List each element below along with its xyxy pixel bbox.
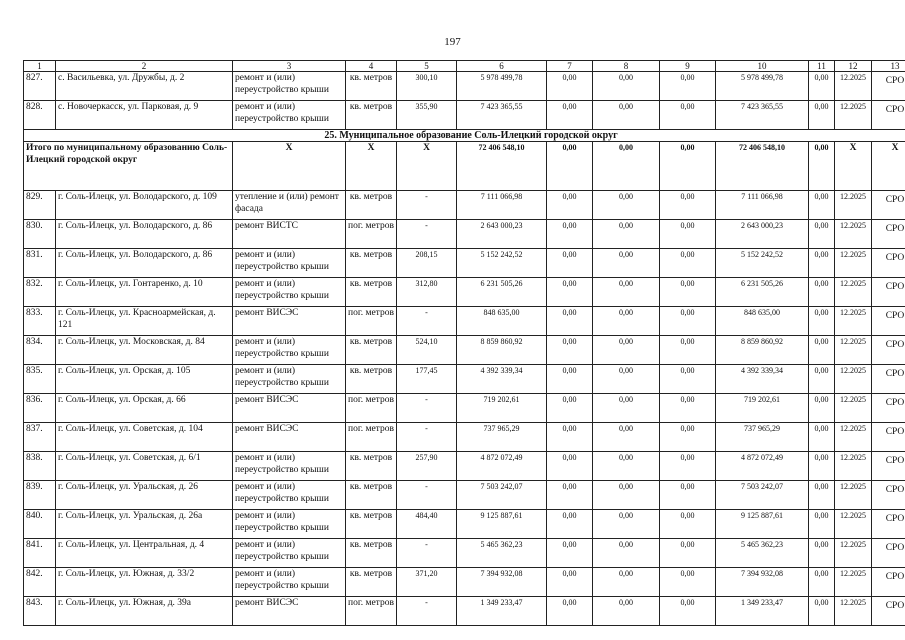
unit-cell: кв. метров — [346, 539, 397, 568]
table-row — [24, 101, 905, 130]
column-number-4: 4 — [346, 61, 397, 72]
total-cell-c10: 72 406 548,10 — [716, 142, 809, 191]
contractor-cell: СРО — [872, 336, 905, 365]
table-row — [24, 394, 905, 423]
cost-total-cell: 7 111 066,98 — [457, 191, 547, 220]
regional-budget-cell: 0,00 — [593, 423, 660, 452]
table-row — [24, 452, 905, 481]
cost-total-cell: 719 202,61 — [457, 394, 547, 423]
area-cell: 312,80 — [397, 278, 457, 307]
regional-budget-cell: 0,00 — [593, 278, 660, 307]
fund-cell: 0,00 — [547, 278, 593, 307]
regional-budget-cell: 0,00 — [593, 220, 660, 249]
work-type-cell: ремонт и (или) переустройство крыши — [233, 568, 346, 597]
other-cell: 0,00 — [809, 481, 835, 510]
address-cell: г. Соль-Илецк, ул. Московская, д. 84 — [56, 336, 233, 365]
column-number-12: 12 — [835, 61, 872, 72]
local-budget-cell: 0,00 — [660, 278, 716, 307]
deadline-cell: 12.2025 — [835, 278, 872, 307]
section-heading-row — [24, 130, 905, 142]
work-type-cell: ремонт и (или) переустройство крыши — [233, 72, 346, 101]
deadline-cell: 12.2025 — [835, 101, 872, 130]
table-row — [24, 568, 905, 597]
other-cell: 0,00 — [809, 72, 835, 101]
table-row — [24, 365, 905, 394]
fund-cell: 0,00 — [547, 539, 593, 568]
section-title: 25. Муниципальное образование Соль-Илецкий городской округ — [24, 130, 905, 142]
work-type-cell: ремонт и (или) переустройство крыши — [233, 249, 346, 278]
unit-cell: кв. метров — [346, 249, 397, 278]
work-type-cell: ремонт ВИСЭС — [233, 394, 346, 423]
deadline-cell: 12.2025 — [835, 597, 872, 626]
regional-budget-cell: 0,00 — [593, 568, 660, 597]
row-number: 827. — [24, 72, 56, 101]
other-cell: 0,00 — [809, 336, 835, 365]
deadline-cell: 12.2025 — [835, 365, 872, 394]
local-budget-cell: 0,00 — [660, 249, 716, 278]
total-cell-c4: Х — [346, 142, 397, 191]
owners-funds-cell: 5 978 499,78 — [716, 72, 809, 101]
deadline-cell: 12.2025 — [835, 481, 872, 510]
deadline-cell: 12.2025 — [835, 336, 872, 365]
table-row — [24, 249, 905, 278]
fund-cell: 0,00 — [547, 510, 593, 539]
work-type-cell: ремонт и (или) переустройство крыши — [233, 101, 346, 130]
deadline-cell: 12.2025 — [835, 539, 872, 568]
table-row — [24, 336, 905, 365]
table-row — [24, 278, 905, 307]
other-cell: 0,00 — [809, 249, 835, 278]
deadline-cell: 12.2025 — [835, 568, 872, 597]
owners-funds-cell: 719 202,61 — [716, 394, 809, 423]
row-number: 830. — [24, 220, 56, 249]
work-type-cell: ремонт и (или) переустройство крыши — [233, 336, 346, 365]
contractor-cell: СРО — [872, 568, 905, 597]
contractor-cell: СРО — [872, 394, 905, 423]
work-type-cell: ремонт и (или) переустройство крыши — [233, 510, 346, 539]
deadline-cell: 12.2025 — [835, 510, 872, 539]
regional-budget-cell: 0,00 — [593, 365, 660, 394]
other-cell: 0,00 — [809, 452, 835, 481]
column-number-2: 2 — [56, 61, 233, 72]
cost-total-cell: 8 859 860,92 — [457, 336, 547, 365]
total-cell-c8: 0,00 — [593, 142, 660, 191]
table-row — [24, 191, 905, 220]
deadline-cell: 12.2025 — [835, 220, 872, 249]
cost-total-cell: 5 978 499,78 — [457, 72, 547, 101]
address-cell: с. Васильевка, ул. Дружбы, д. 2 — [56, 72, 233, 101]
unit-cell: кв. метров — [346, 336, 397, 365]
work-type-cell: ремонт ВИСТС — [233, 220, 346, 249]
table-row — [24, 597, 905, 626]
area-cell: - — [397, 597, 457, 626]
local-budget-cell: 0,00 — [660, 510, 716, 539]
unit-cell: пог. метров — [346, 423, 397, 452]
area-cell: 300,10 — [397, 72, 457, 101]
contractor-cell: СРО — [872, 365, 905, 394]
other-cell: 0,00 — [809, 101, 835, 130]
area-cell: 355,90 — [397, 101, 457, 130]
unit-cell: кв. метров — [346, 101, 397, 130]
total-cell-c13: Х — [872, 142, 905, 191]
regional-budget-cell: 0,00 — [593, 394, 660, 423]
fund-cell: 0,00 — [547, 101, 593, 130]
address-cell: г. Соль-Илецк, ул. Володарского, д. 109 — [56, 191, 233, 220]
unit-cell: кв. метров — [346, 568, 397, 597]
work-type-cell: ремонт и (или) переустройство крыши — [233, 539, 346, 568]
other-cell: 0,00 — [809, 568, 835, 597]
owners-funds-cell: 7 503 242,07 — [716, 481, 809, 510]
contractor-cell: СРО — [872, 510, 905, 539]
column-number-3: 3 — [233, 61, 346, 72]
area-cell: - — [397, 394, 457, 423]
row-number: 829. — [24, 191, 56, 220]
address-cell: г. Соль-Илецк, ул. Володарского, д. 86 — [56, 249, 233, 278]
other-cell: 0,00 — [809, 394, 835, 423]
fund-cell: 0,00 — [547, 249, 593, 278]
total-label: Итого по муниципальному образованию Соль-Илецкий городской округ — [24, 142, 233, 191]
owners-funds-cell: 9 125 887,61 — [716, 510, 809, 539]
column-number-1: 1 — [24, 61, 56, 72]
area-cell: 208,15 — [397, 249, 457, 278]
address-cell: г. Соль-Илецк, ул. Уральская, д. 26 — [56, 481, 233, 510]
area-cell: - — [397, 539, 457, 568]
work-type-cell: ремонт и (или) переустройство крыши — [233, 278, 346, 307]
deadline-cell: 12.2025 — [835, 452, 872, 481]
table-row — [24, 307, 905, 336]
column-number-11: 11 — [809, 61, 835, 72]
fund-cell: 0,00 — [547, 365, 593, 394]
owners-funds-cell: 5 152 242,52 — [716, 249, 809, 278]
owners-funds-cell: 8 859 860,92 — [716, 336, 809, 365]
regional-budget-cell: 0,00 — [593, 452, 660, 481]
deadline-cell: 12.2025 — [835, 72, 872, 101]
regional-budget-cell: 0,00 — [593, 101, 660, 130]
area-cell: 371,20 — [397, 568, 457, 597]
area-cell: 484,40 — [397, 510, 457, 539]
unit-cell: пог. метров — [346, 597, 397, 626]
unit-cell: пог. метров — [346, 307, 397, 336]
unit-cell: кв. метров — [346, 278, 397, 307]
address-cell: г. Соль-Илецк, ул. Володарского, д. 86 — [56, 220, 233, 249]
table-row — [24, 510, 905, 539]
contractor-cell: СРО — [872, 481, 905, 510]
address-cell: г. Соль-Илецк, ул. Уральская, д. 26а — [56, 510, 233, 539]
row-number: 832. — [24, 278, 56, 307]
address-cell: с. Новочеркасск, ул. Парковая, д. 9 — [56, 101, 233, 130]
local-budget-cell: 0,00 — [660, 191, 716, 220]
unit-cell: пог. метров — [346, 394, 397, 423]
cost-total-cell: 6 231 505,26 — [457, 278, 547, 307]
row-number: 828. — [24, 101, 56, 130]
area-cell: - — [397, 481, 457, 510]
owners-funds-cell: 4 392 339,34 — [716, 365, 809, 394]
owners-funds-cell: 7 423 365,55 — [716, 101, 809, 130]
cost-total-cell: 848 635,00 — [457, 307, 547, 336]
owners-funds-cell: 7 394 932,08 — [716, 568, 809, 597]
unit-cell: кв. метров — [346, 452, 397, 481]
local-budget-cell: 0,00 — [660, 597, 716, 626]
other-cell: 0,00 — [809, 278, 835, 307]
regional-budget-cell: 0,00 — [593, 72, 660, 101]
address-cell: г. Соль-Илецк, ул. Гонтаренко, д. 10 — [56, 278, 233, 307]
column-number-row — [24, 61, 905, 72]
contractor-cell: СРО — [872, 220, 905, 249]
deadline-cell: 12.2025 — [835, 394, 872, 423]
address-cell: г. Соль-Илецк, ул. Орская, д. 66 — [56, 394, 233, 423]
work-type-cell: ремонт ВИСЭС — [233, 423, 346, 452]
contractor-cell: СРО — [872, 307, 905, 336]
total-cell-c11: 0,00 — [809, 142, 835, 191]
address-cell: г. Соль-Илецк, ул. Орская, д. 105 — [56, 365, 233, 394]
area-cell: 177,45 — [397, 365, 457, 394]
total-cell-c7: 0,00 — [547, 142, 593, 191]
area-cell: - — [397, 191, 457, 220]
unit-cell: кв. метров — [346, 365, 397, 394]
fund-cell: 0,00 — [547, 307, 593, 336]
other-cell: 0,00 — [809, 510, 835, 539]
address-cell: г. Соль-Илецк, ул. Советская, д. 6/1 — [56, 452, 233, 481]
column-number-10: 10 — [716, 61, 809, 72]
owners-funds-cell: 2 643 000,23 — [716, 220, 809, 249]
total-cell-c3: Х — [233, 142, 346, 191]
work-type-cell: утепление и (или) ремонт фасада — [233, 191, 346, 220]
cost-total-cell: 7 394 932,08 — [457, 568, 547, 597]
local-budget-cell: 0,00 — [660, 481, 716, 510]
contractor-cell: СРО — [872, 597, 905, 626]
regional-budget-cell: 0,00 — [593, 336, 660, 365]
contractor-cell: СРО — [872, 249, 905, 278]
fund-cell: 0,00 — [547, 72, 593, 101]
address-cell: г. Соль-Илецк, ул. Красноармейская, д. 121 — [56, 307, 233, 336]
regional-budget-cell: 0,00 — [593, 307, 660, 336]
cost-total-cell: 5 152 242,52 — [457, 249, 547, 278]
work-type-cell: ремонт ВИСЭС — [233, 597, 346, 626]
other-cell: 0,00 — [809, 423, 835, 452]
section-total-row — [24, 142, 905, 191]
deadline-cell: 12.2025 — [835, 191, 872, 220]
other-cell: 0,00 — [809, 365, 835, 394]
table-row — [24, 423, 905, 452]
cost-total-cell: 4 392 339,34 — [457, 365, 547, 394]
column-number-6: 6 — [457, 61, 547, 72]
fund-cell: 0,00 — [547, 597, 593, 626]
fund-cell: 0,00 — [547, 220, 593, 249]
cost-total-cell: 5 465 362,23 — [457, 539, 547, 568]
cost-total-cell: 9 125 887,61 — [457, 510, 547, 539]
row-number: 838. — [24, 452, 56, 481]
deadline-cell: 12.2025 — [835, 249, 872, 278]
fund-cell: 0,00 — [547, 423, 593, 452]
page-number: 197 — [444, 36, 461, 48]
repair-register-table — [23, 60, 905, 626]
local-budget-cell: 0,00 — [660, 336, 716, 365]
work-type-cell: ремонт и (или) переустройство крыши — [233, 481, 346, 510]
row-number: 842. — [24, 568, 56, 597]
cost-total-cell: 4 872 072,49 — [457, 452, 547, 481]
regional-budget-cell: 0,00 — [593, 510, 660, 539]
unit-cell: кв. метров — [346, 481, 397, 510]
regional-budget-cell: 0,00 — [593, 597, 660, 626]
column-number-13: 13 — [872, 61, 905, 72]
owners-funds-cell: 6 231 505,26 — [716, 278, 809, 307]
local-budget-cell: 0,00 — [660, 423, 716, 452]
total-cell-c12: Х — [835, 142, 872, 191]
cost-total-cell: 737 965,29 — [457, 423, 547, 452]
row-number: 833. — [24, 307, 56, 336]
fund-cell: 0,00 — [547, 452, 593, 481]
fund-cell: 0,00 — [547, 336, 593, 365]
unit-cell: кв. метров — [346, 510, 397, 539]
address-cell: г. Соль-Илецк, ул. Советская, д. 104 — [56, 423, 233, 452]
regional-budget-cell: 0,00 — [593, 539, 660, 568]
local-budget-cell: 0,00 — [660, 452, 716, 481]
other-cell: 0,00 — [809, 539, 835, 568]
fund-cell: 0,00 — [547, 191, 593, 220]
row-number: 841. — [24, 539, 56, 568]
local-budget-cell: 0,00 — [660, 101, 716, 130]
table-row — [24, 220, 905, 249]
owners-funds-cell: 7 111 066,98 — [716, 191, 809, 220]
work-type-cell: ремонт и (или) переустройство крыши — [233, 452, 346, 481]
table-row — [24, 539, 905, 568]
fund-cell: 0,00 — [547, 481, 593, 510]
other-cell: 0,00 — [809, 307, 835, 336]
contractor-cell: СРО — [872, 278, 905, 307]
unit-cell: кв. метров — [346, 191, 397, 220]
cost-total-cell: 2 643 000,23 — [457, 220, 547, 249]
local-budget-cell: 0,00 — [660, 72, 716, 101]
owners-funds-cell: 5 465 362,23 — [716, 539, 809, 568]
column-number-9: 9 — [660, 61, 716, 72]
address-cell: г. Соль-Илецк, ул. Южная, д. 33/2 — [56, 568, 233, 597]
area-cell: 257,90 — [397, 452, 457, 481]
local-budget-cell: 0,00 — [660, 568, 716, 597]
other-cell: 0,00 — [809, 191, 835, 220]
regional-budget-cell: 0,00 — [593, 191, 660, 220]
regional-budget-cell: 0,00 — [593, 249, 660, 278]
contractor-cell: СРО — [872, 72, 905, 101]
owners-funds-cell: 1 349 233,47 — [716, 597, 809, 626]
column-number-7: 7 — [547, 61, 593, 72]
local-budget-cell: 0,00 — [660, 220, 716, 249]
row-number: 831. — [24, 249, 56, 278]
other-cell: 0,00 — [809, 597, 835, 626]
local-budget-cell: 0,00 — [660, 539, 716, 568]
contractor-cell: СРО — [872, 539, 905, 568]
contractor-cell: СРО — [872, 423, 905, 452]
owners-funds-cell: 848 635,00 — [716, 307, 809, 336]
area-cell: - — [397, 423, 457, 452]
regional-budget-cell: 0,00 — [593, 481, 660, 510]
deadline-cell: 12.2025 — [835, 423, 872, 452]
total-cell-c9: 0,00 — [660, 142, 716, 191]
fund-cell: 0,00 — [547, 568, 593, 597]
row-number: 839. — [24, 481, 56, 510]
cost-total-cell: 1 349 233,47 — [457, 597, 547, 626]
total-cell-c5: Х — [397, 142, 457, 191]
area-cell: - — [397, 307, 457, 336]
owners-funds-cell: 4 872 072,49 — [716, 452, 809, 481]
table-row — [24, 481, 905, 510]
row-number: 840. — [24, 510, 56, 539]
table-row — [24, 72, 905, 101]
unit-cell: пог. метров — [346, 220, 397, 249]
work-type-cell: ремонт ВИСЭС — [233, 307, 346, 336]
work-type-cell: ремонт и (или) переустройство крыши — [233, 365, 346, 394]
other-cell: 0,00 — [809, 220, 835, 249]
local-budget-cell: 0,00 — [660, 307, 716, 336]
cost-total-cell: 7 423 365,55 — [457, 101, 547, 130]
column-number-5: 5 — [397, 61, 457, 72]
local-budget-cell: 0,00 — [660, 394, 716, 423]
deadline-cell: 12.2025 — [835, 307, 872, 336]
contractor-cell: СРО — [872, 101, 905, 130]
column-number-8: 8 — [593, 61, 660, 72]
area-cell: 524,10 — [397, 336, 457, 365]
owners-funds-cell: 737 965,29 — [716, 423, 809, 452]
cost-total-cell: 7 503 242,07 — [457, 481, 547, 510]
row-number: 837. — [24, 423, 56, 452]
row-number: 835. — [24, 365, 56, 394]
unit-cell: кв. метров — [346, 72, 397, 101]
row-number: 843. — [24, 597, 56, 626]
contractor-cell: СРО — [872, 452, 905, 481]
local-budget-cell: 0,00 — [660, 365, 716, 394]
address-cell: г. Соль-Илецк, ул. Южная, д. 39а — [56, 597, 233, 626]
fund-cell: 0,00 — [547, 394, 593, 423]
total-cell-c6: 72 406 548,10 — [457, 142, 547, 191]
row-number: 834. — [24, 336, 56, 365]
contractor-cell: СРО — [872, 191, 905, 220]
address-cell: г. Соль-Илецк, ул. Центральная, д. 4 — [56, 539, 233, 568]
row-number: 836. — [24, 394, 56, 423]
area-cell: - — [397, 220, 457, 249]
